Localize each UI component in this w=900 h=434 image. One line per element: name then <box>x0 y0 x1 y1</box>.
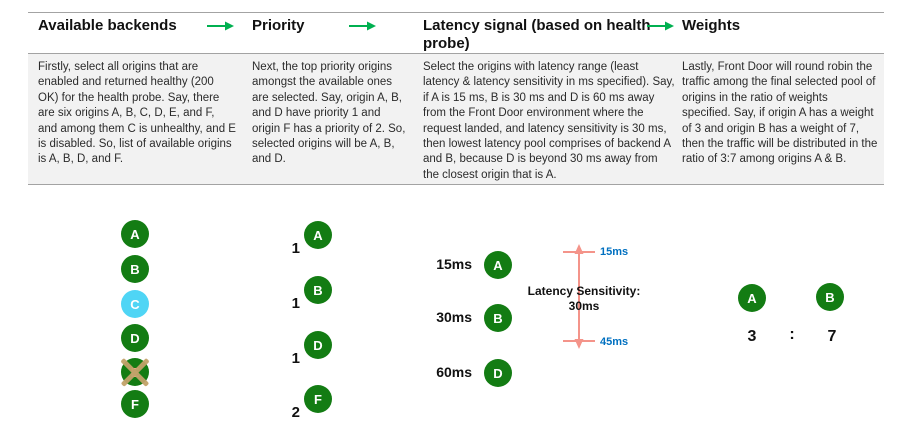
backend-node-e-disabled <box>121 358 149 386</box>
weight-node-a <box>738 284 766 312</box>
priority-value: 1 <box>291 295 300 312</box>
priority-node-label: B <box>313 282 323 298</box>
backend-node-label: D <box>130 330 140 346</box>
backend-node-label: C <box>130 296 140 312</box>
description-available-backends: Firstly, select all origins that are enabled and returned healthy (200 OK) for the health probe. Say, there are six origins A, B, C, D, E, and F, and among them C is unhealthy, and E is disabled. So, list of available origins is A, B, D, and F. <box>38 61 236 166</box>
latency-value: 30ms <box>436 309 472 325</box>
latency-value: 60ms <box>436 364 472 380</box>
latency-sensitivity-value: 30ms <box>568 298 600 313</box>
backend-node-a <box>121 220 149 248</box>
weight-node-label: B <box>825 289 835 305</box>
latency-value: 15ms <box>436 256 472 272</box>
priority-node-label: D <box>313 337 323 353</box>
description-weights: Lastly, Front Door will round robin the traffic among the final selected pool of origins in the ratio of weights specified. Say, if origin A has a weight of 3 and origin B has a weight of 7, then the traffic will be distributed in the ratio of 3:7 among origins A & B. <box>682 61 878 166</box>
priority-node-label: F <box>314 391 322 407</box>
divider-body-bottom <box>28 184 884 185</box>
backend-node-d <box>121 324 149 352</box>
weight-node-b <box>816 283 844 311</box>
header-weights: Weights <box>682 17 741 34</box>
latency-node-label: B <box>493 310 503 326</box>
backend-node-label: B <box>130 261 140 277</box>
divider-top <box>28 12 884 13</box>
priority-node-f <box>304 385 332 413</box>
backend-node-label: F <box>131 396 139 412</box>
latency-node-label: A <box>493 257 503 273</box>
latency-sensitivity-label <box>524 284 644 313</box>
weight-ratio-separator: : <box>789 326 795 343</box>
priority-node-d <box>304 331 332 359</box>
description-latency-signal: Select the origins with latency range (least latency & latency sensitivity in ms specified). Say, if A is 15 ms, B is 30 ms and D is 60 ms away from the Front Door environment where the request landed, and latency sensitivity is 30 ms, then lowest latency pool comprises of backend A and B, because D is beyond 30 ms away from the closest origin that is A. <box>423 61 675 181</box>
header-latency-signal: Latency signal (based on health probe) <box>423 17 651 52</box>
header-priority: Priority <box>252 17 305 34</box>
latency-sensitivity-title: Latency Sensitivity: <box>527 284 641 298</box>
priority-value: 1 <box>291 240 300 257</box>
priority-node-b <box>304 276 332 304</box>
latency-range-top-label: 15ms <box>600 246 629 258</box>
latency-node-label: D <box>493 365 503 381</box>
backend-node-c-unhealthy <box>121 290 149 318</box>
latency-node-a <box>484 251 512 279</box>
description-priority: Next, the top priority origins amongst the available ones are selected. Say, origin A, B, and D have priority 1 and origin F has a priority of 2. So, selected origins will be A, B, and D. <box>252 61 406 166</box>
priority-value: 2 <box>291 404 300 421</box>
weight-value-a: 3 <box>747 328 757 345</box>
backend-node-f <box>121 390 149 418</box>
header-available-backends: Available backends <box>38 17 177 34</box>
priority-node-label: A <box>313 227 323 243</box>
latency-node-d <box>484 359 512 387</box>
weight-node-label: A <box>747 290 757 306</box>
priority-value: 1 <box>291 350 300 367</box>
latency-range-bottom-label: 45ms <box>600 336 629 348</box>
flow-arrow-icon <box>646 20 674 32</box>
flow-arrow-icon <box>206 20 234 32</box>
flow-arrow-icon <box>348 20 376 32</box>
backend-node-label: A <box>130 226 140 242</box>
latency-node-b <box>484 304 512 332</box>
priority-node-a <box>304 221 332 249</box>
backend-node-b <box>121 255 149 283</box>
weight-value-b: 7 <box>827 328 837 345</box>
